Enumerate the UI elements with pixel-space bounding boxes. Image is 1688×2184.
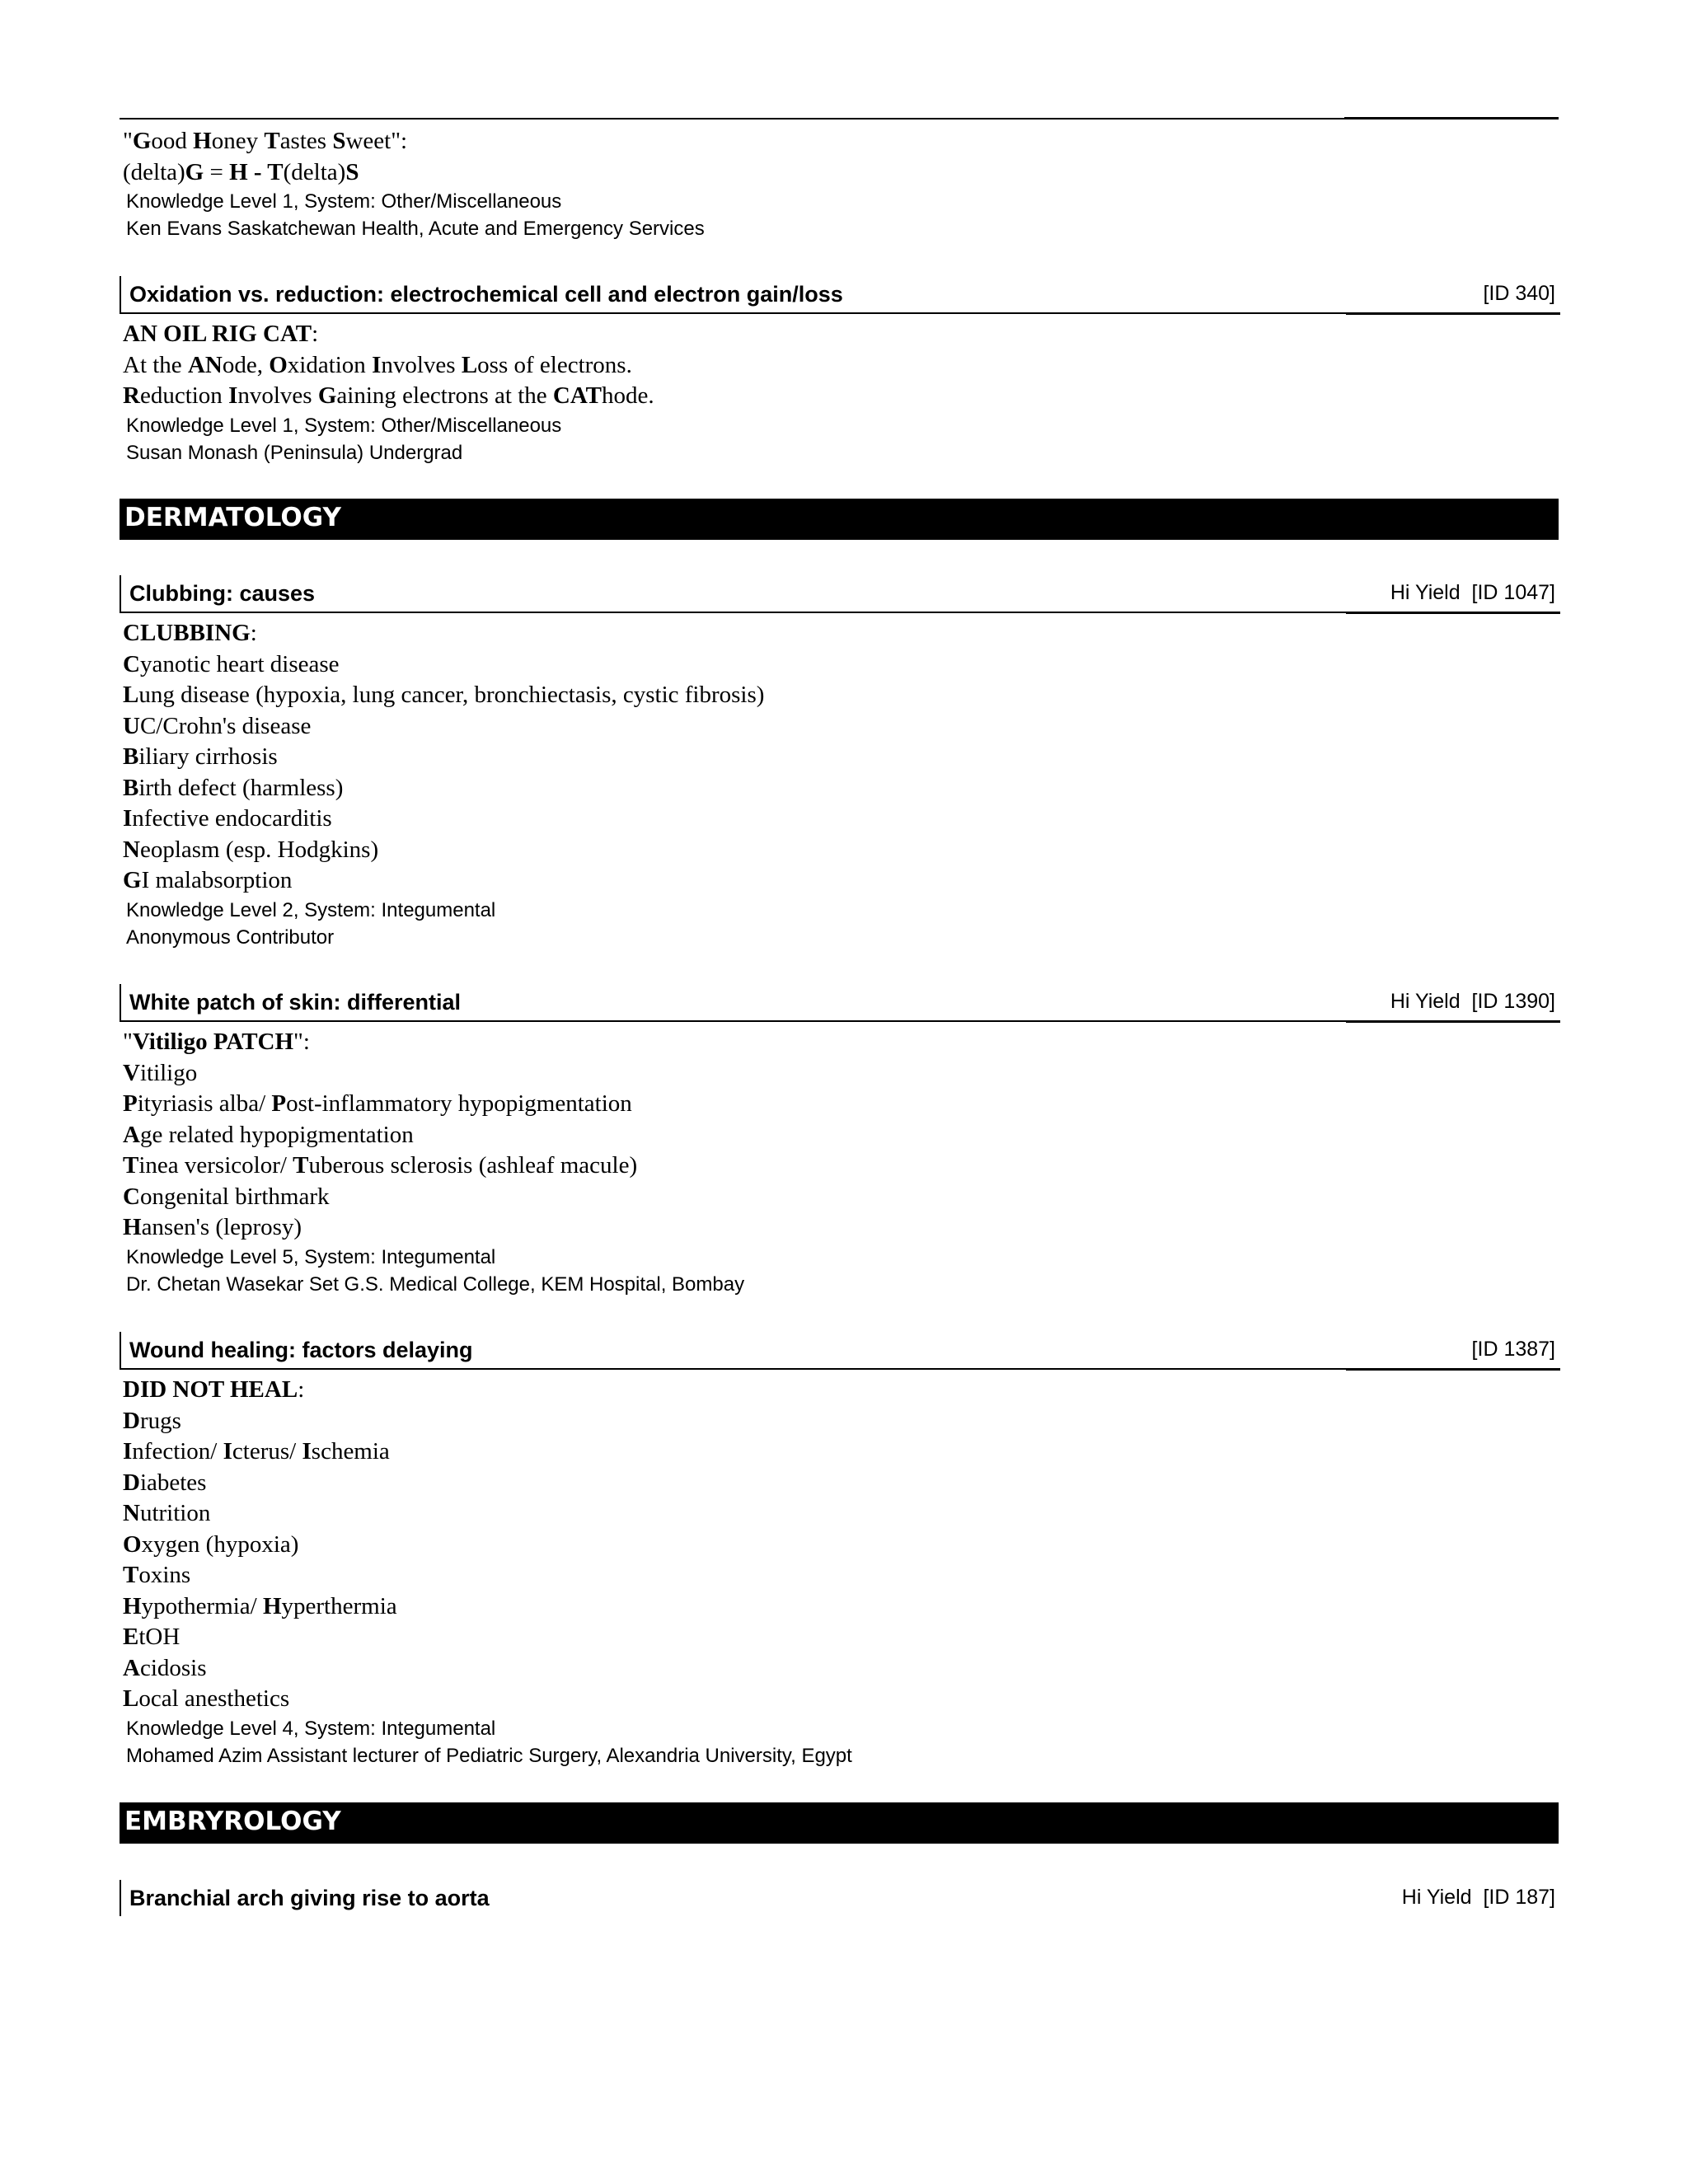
entry-header-wound-healing (120, 1332, 1560, 1368)
knowledge-level: Knowledge Level 1, System: Other/Miscellaneous (126, 190, 562, 213)
mnemonic-line: Infective endocarditis (123, 805, 332, 832)
mnemonic-line: Cyanotic heart disease (123, 650, 340, 677)
mnemonic-line: Pityriasis alba/ Post-inflammatory hypopigmentation (123, 1090, 632, 1117)
mnemonic-line: Diabetes (123, 1469, 207, 1496)
contributor: Ken Evans Saskatchewan Health, Acute and Emergency Services (126, 218, 705, 240)
mnemonic-line: Local anesthetics (123, 1685, 290, 1712)
section-title: EMBRYROLOGY (124, 1807, 341, 1836)
mnemonic-line: Nutrition (123, 1500, 211, 1526)
entry-title: Branchial arch giving rise to aorta (129, 1886, 490, 1910)
section-header-dermatology (120, 499, 1559, 540)
mnemonic-line: Congenital birthmark (123, 1183, 330, 1210)
mnemonic-line: Hypothermia/ Hyperthermia (123, 1592, 397, 1619)
mnemonic-line: Infection/ Icterus/ Ischemia (123, 1438, 390, 1465)
mnemonic-line: Acidosis (123, 1654, 207, 1681)
entry-body-wound-healing (123, 1375, 852, 1769)
contributor: Dr. Chetan Wasekar Set G.S. Medical College, KEM Hospital, Bombay (126, 1272, 745, 1296)
mnemonic-line: UC/Crohn's disease (123, 712, 312, 739)
mnemonic-line: "Good Honey Tastes Sweet": (123, 128, 408, 154)
entry-id: Hi Yield [ID 1047] (1390, 581, 1555, 604)
mnemonic-line: Reduction Involves Gaining electrons at the CAThode. (123, 382, 654, 409)
entry-title: Clubbing: causes (129, 581, 316, 606)
entry-body-oxidation (123, 319, 654, 466)
contributor: Anonymous Contributor (126, 926, 335, 949)
mnemonic-line: Vitiligo (123, 1059, 198, 1086)
mnemonic-line: DID NOT HEAL: (123, 1376, 305, 1403)
mnemonic-line: GI malabsorption (123, 867, 293, 893)
mnemonic-line: Birth defect (harmless) (123, 774, 344, 801)
mnemonic-line: Drugs (123, 1407, 181, 1434)
mnemonic-line: Toxins (123, 1562, 191, 1588)
mnemonic-line: CLUBBING: (123, 620, 257, 646)
mnemonic-line: (delta)G = H - T(delta)S (123, 158, 359, 185)
entry-id: Hi Yield [ID 187] (1401, 1886, 1555, 1909)
section-header-embryology (120, 1802, 1559, 1844)
knowledge-level: Knowledge Level 2, System: Integumental (126, 898, 496, 921)
entry-id: [ID 1387] (1471, 1338, 1555, 1361)
entry-id: Hi Yield [ID 1390] (1390, 990, 1555, 1013)
entry-body-clubbing (123, 618, 764, 951)
mnemonic-line: Hansen's (leprosy) (123, 1214, 302, 1240)
contributor: Mohamed Azim Assistant lecturer of Pediatric Surgery, Alexandria University, Egypt (126, 1744, 852, 1767)
entry-header-oxidation (120, 276, 1560, 312)
mnemonic-line: AN OIL RIG CAT: (123, 321, 319, 347)
mnemonic-line: Age related hypopigmentation (123, 1121, 414, 1148)
entry-header-clubbing (120, 575, 1560, 612)
entry-title: White patch of skin: differential (129, 990, 462, 1015)
section-title: DERMATOLOGY (124, 503, 341, 532)
mnemonic-line: Lung disease (hypoxia, lung cancer, bronchiectasis, cystic fibrosis) (123, 682, 765, 708)
entry-body-gibbs (123, 126, 705, 242)
mnemonic-line: At the ANode, Oxidation Involves Loss of electrons. (123, 351, 632, 378)
mnemonic-line: "Vitiligo PATCH": (123, 1029, 310, 1055)
mnemonic-line: Tinea versicolor/ Tuberous sclerosis (ashleaf macule) (123, 1152, 638, 1179)
mnemonic-line: Oxygen (hypoxia) (123, 1530, 299, 1558)
mnemonic-line: Biliary cirrhosis (123, 743, 278, 770)
entry-id: [ID 340] (1483, 282, 1555, 305)
knowledge-level: Knowledge Level 1, System: Other/Miscellaneous (126, 414, 562, 437)
knowledge-level: Knowledge Level 5, System: Integumental (126, 1245, 496, 1268)
contributor: Susan Monash (Peninsula) Undergrad (126, 441, 463, 464)
mnemonic-line: Neoplasm (esp. Hodgkins) (123, 836, 379, 863)
entry-body-vitiligo (123, 1027, 744, 1298)
entry-header-vitiligo (120, 984, 1560, 1020)
entry-title: Oxidation vs. reduction: electrochemical cell and electron gain/loss (129, 282, 843, 307)
entry-header-branchial-arch (120, 1880, 1560, 1916)
top-rule (120, 118, 1559, 120)
knowledge-level: Knowledge Level 4, System: Integumental (126, 1717, 496, 1740)
mnemonic-line: EtOH (123, 1624, 181, 1650)
entry-title: Wound healing: factors delaying (129, 1338, 473, 1362)
